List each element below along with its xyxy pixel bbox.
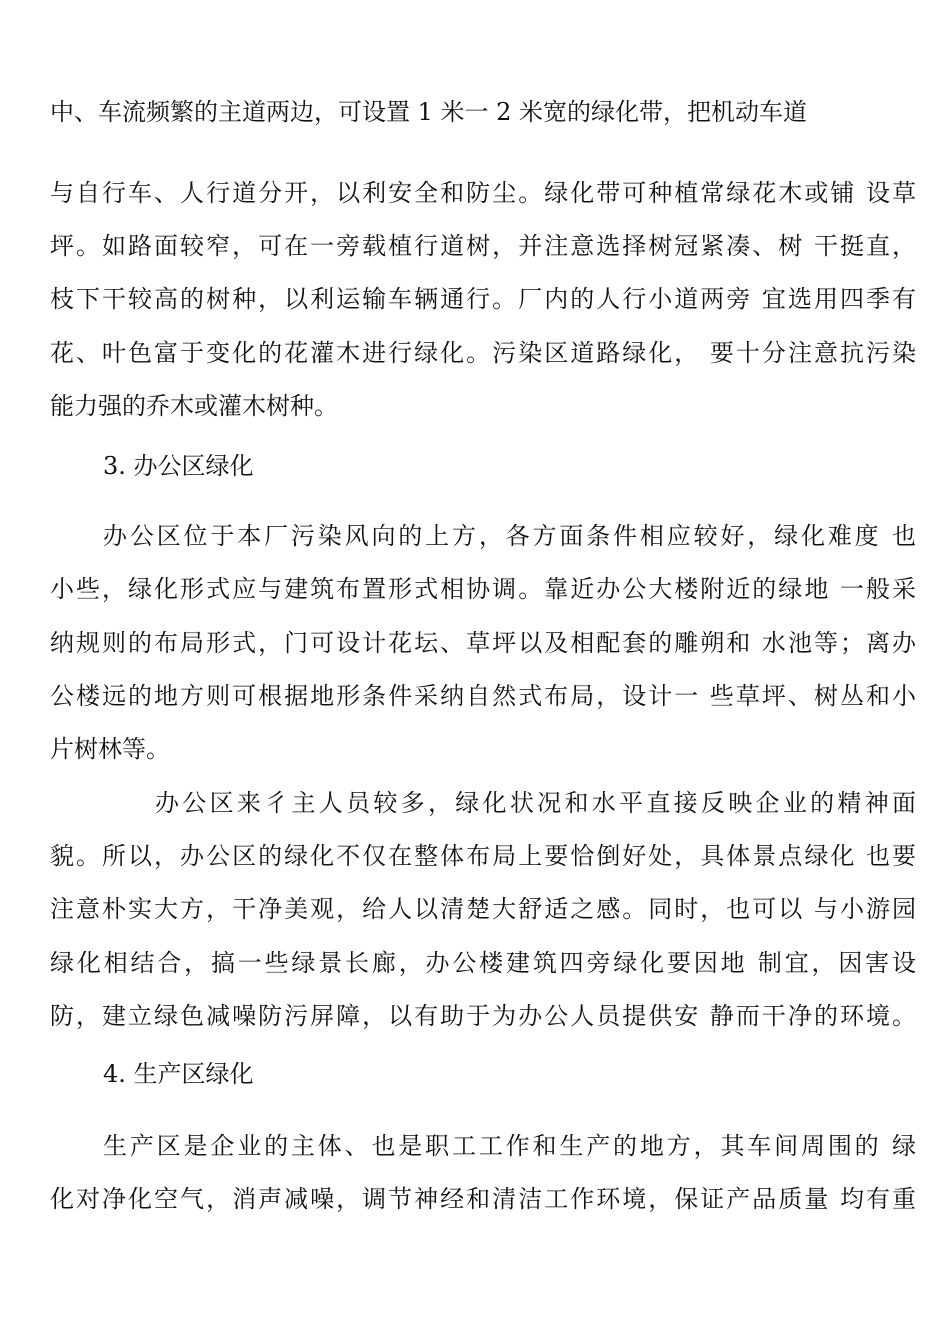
paragraph-line: 枝下干较高的树种，以利运输车辆通行。厂内的人行小道两旁 宜选用四季有: [50, 285, 916, 313]
paragraph-line: 片树林等。: [50, 735, 170, 763]
paragraph-line: 生产区是企业的主体、也是职工工作和生产的地方，其车间周围的 绿: [103, 1132, 916, 1160]
paragraph-line: 绿化相结合，搞一些绿景长廊，办公楼建筑四旁绿化要因地 制宜，因害设: [50, 949, 916, 977]
paragraph-line: 办公区位于本厂污染风向的上方，各方面条件相应较好，绿化难度 也: [103, 522, 916, 550]
paragraph-line: 中、车流频繁的主道两边，可设置 1 米一 2 米宽的绿化带，把机动车道: [50, 98, 808, 126]
paragraph-line: 防，建立绿色减噪防污屏障，以有助于为办公人员提供安 静而干净的环境。: [50, 1002, 916, 1030]
paragraph-line: 办公区来彳主人员较多，绿化状况和水平直接反映企业的精神面: [155, 789, 916, 817]
paragraph-line: 坪。如路面较窄，可在一旁载植行道树，并注意选择树冠紧凑、树 干挺直，: [50, 232, 916, 260]
paragraph-line: 与自行车、人行道分开，以利安全和防尘。绿化带可种植常绿花木或铺 设草: [50, 179, 916, 207]
paragraph-line: 花、叶色富于变化的花灌木进行绿化。污染区道路绿化， 要十分注意抗污染: [50, 339, 916, 367]
paragraph-line: 公楼远的地方则可根据地形条件采纳自然式布局，设计一 些草坪、树丛和小: [50, 682, 916, 710]
paragraph-line: 貌。所以，办公区的绿化不仅在整体布局上要恰倒好处，具体景点绿化 也要: [50, 842, 916, 870]
paragraph-line: 化对净化空气，消声减噪，调节神经和清洁工作环境，保证产品质量 均有重: [50, 1185, 916, 1213]
section-heading: 4. 生产区绿化: [103, 1060, 254, 1088]
paragraph-line: 纳规则的布局形式，门可设计花坛、草坪以及相配套的雕朔和 水池等；离办: [50, 629, 916, 657]
section-heading: 3. 办公区绿化: [103, 452, 254, 480]
paragraph-line: 小些，绿化形式应与建筑布置形式相协调。靠近办公大楼附近的绿地 一般采: [50, 575, 916, 603]
paragraph-line: 注意朴实大方，干净美观，给人以清楚大舒适之感。同时，也可以 与小游园: [50, 895, 916, 923]
paragraph-line: 能力强的乔木或灌木树种。: [50, 392, 338, 420]
